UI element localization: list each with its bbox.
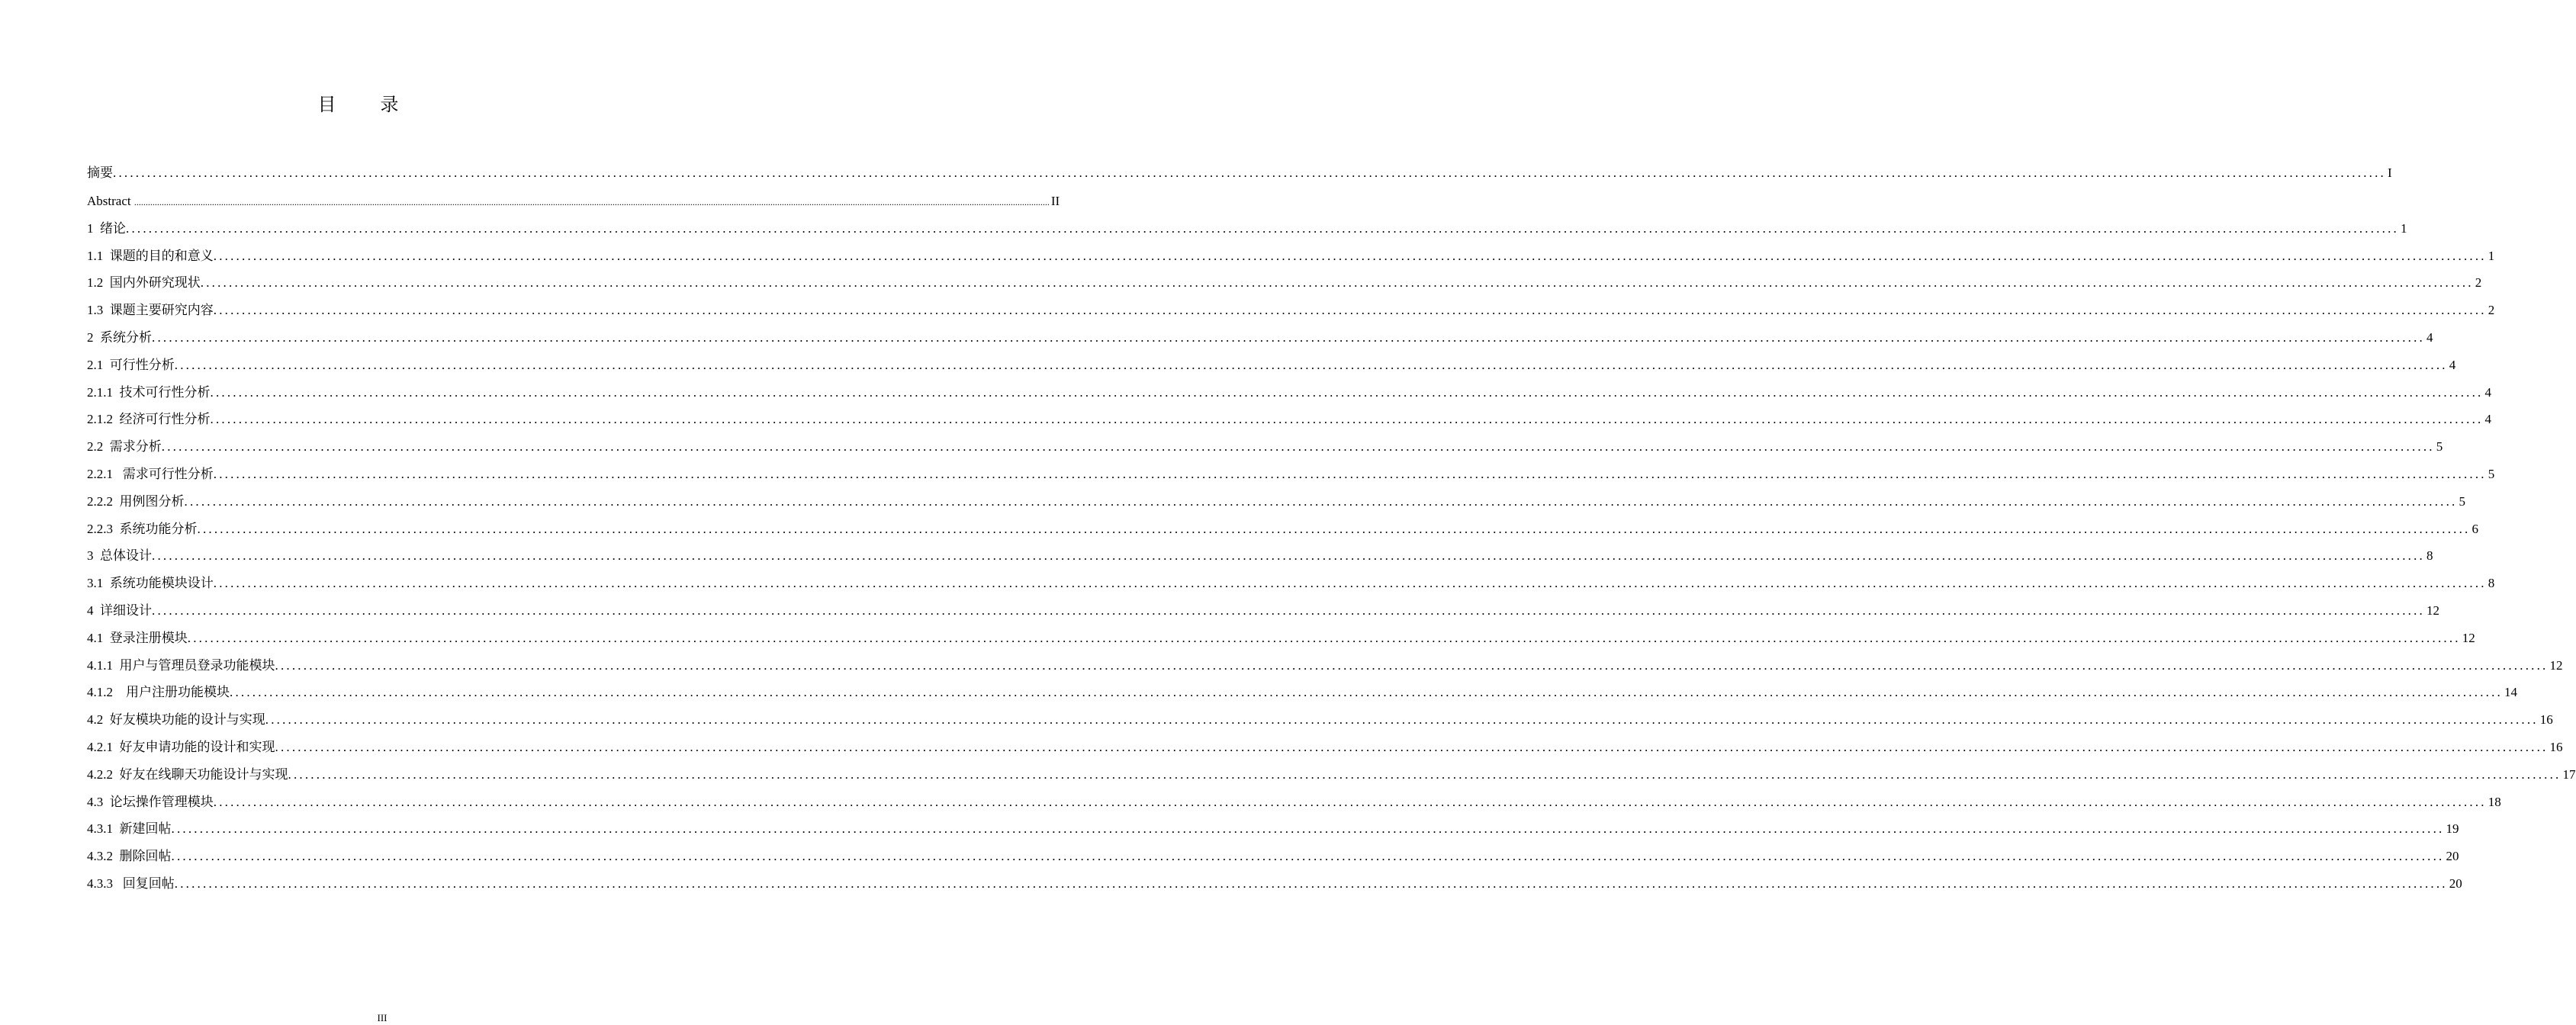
dot-leader: ................................................................................................................................................................................................................................................................................................................................................................................................................ <box>213 466 2487 481</box>
toc-entry[interactable] <box>87 324 2433 352</box>
toc-entry-label: 4.2.2 好友在线聊天功能设计与实现 <box>87 766 288 782</box>
toc-entry[interactable] <box>87 679 2517 706</box>
dot-leader: ................................................................................................................................................................................................................................................................................................................................................................................................................ <box>133 197 1050 207</box>
dot-leader: ................................................................................................................................................................................................................................................................................................................................................................................................................ <box>152 329 2425 345</box>
toc-entry-label: 4.3.1 新建回帖 <box>87 821 172 837</box>
page-number: III <box>377 1012 388 1023</box>
toc-entry[interactable] <box>87 734 2563 761</box>
dot-leader: ................................................................................................................................................................................................................................................................................................................................................................................................................ <box>152 548 2425 564</box>
toc-entry-label: 4.1.1 用户与管理员登录功能模块 <box>87 657 275 673</box>
toc-entry[interactable] <box>87 433 2443 461</box>
toc-entry-page: 5 <box>2488 466 2495 481</box>
toc-entry[interactable] <box>87 461 2495 488</box>
toc-entry-page: 12 <box>2462 630 2475 645</box>
dot-leader: ................................................................................................................................................................................................................................................................................................................................................................................................................ <box>213 576 2487 591</box>
dot-leader: ................................................................................................................................................................................................................................................................................................................................................................................................................ <box>210 384 2484 400</box>
toc-entry-page: 4 <box>2449 357 2456 372</box>
toc-entry-label: 4.2 好友模块功能的设计与实现 <box>87 712 265 728</box>
toc-entry[interactable] <box>87 843 2459 870</box>
toc-entry-page: I <box>2388 165 2392 180</box>
toc-entry-label: 2.1.2 经济可行性分析 <box>87 412 211 427</box>
toc-entry-page: 4 <box>2426 329 2433 345</box>
toc-entry-label: 4.3.3 回复回帖 <box>87 876 175 891</box>
toc-entry-page: 4 <box>2484 412 2491 427</box>
dot-leader: ................................................................................................................................................................................................................................................................................................................................................................................................................ <box>161 439 2435 455</box>
dot-leader: ................................................................................................................................................................................................................................................................................................................................................................................................................ <box>187 630 2461 645</box>
toc-entry[interactable] <box>87 215 2407 243</box>
toc-entry-label: 3 总体设计 <box>87 548 152 564</box>
toc-entry-page: 4 <box>2484 384 2491 400</box>
dot-leader: ................................................................................................................................................................................................................................................................................................................................................................................................................ <box>265 712 2539 728</box>
dot-leader: ................................................................................................................................................................................................................................................................................................................................................................................................................ <box>174 876 2448 891</box>
toc-entry[interactable] <box>87 352 2456 379</box>
toc-entry-label: 4.3.2 删除回帖 <box>87 849 172 864</box>
toc-entry-label: 4.3 论坛操作管理模块 <box>87 794 214 809</box>
toc-entry[interactable] <box>87 706 2553 734</box>
dot-leader: ................................................................................................................................................................................................................................................................................................................................................................................................................ <box>171 849 2445 864</box>
dot-leader: ................................................................................................................................................................................................................................................................................................................................................................................................................ <box>210 412 2484 427</box>
toc-entry-page: 17 <box>2562 766 2576 782</box>
dot-leader: ................................................................................................................................................................................................................................................................................................................................................................................................................ <box>213 248 2487 263</box>
toc-entry[interactable] <box>87 597 2439 625</box>
toc-entry-page: 1 <box>2488 248 2495 263</box>
dot-leader: ................................................................................................................................................................................................................................................................................................................................................................................................................ <box>184 493 2458 509</box>
toc-entry-label: 2.1.1 技术可行性分析 <box>87 384 211 400</box>
dot-leader: ................................................................................................................................................................................................................................................................................................................................................................................................................ <box>288 766 2562 782</box>
toc-entry-page: 6 <box>2471 521 2478 536</box>
toc-entry[interactable] <box>87 488 2465 516</box>
dot-leader: ................................................................................................................................................................................................................................................................................................................................................................................................................ <box>200 275 2474 291</box>
toc-entry-label: 2 系统分析 <box>87 329 152 345</box>
toc-entry-page: 12 <box>2549 657 2563 673</box>
toc-entry-page: 16 <box>2549 739 2563 754</box>
toc-entry[interactable] <box>87 870 2462 898</box>
toc-entry[interactable] <box>87 625 2475 652</box>
toc-entry-label: 2.1 可行性分析 <box>87 357 175 372</box>
toc-entry[interactable] <box>87 406 2491 433</box>
toc-entry[interactable] <box>87 159 2392 188</box>
table-of-contents <box>87 159 2576 898</box>
toc-entry[interactable] <box>87 243 2495 270</box>
toc-entry-page: II <box>1050 194 1060 208</box>
toc-entry-page: 5 <box>2459 493 2465 509</box>
dot-leader: ................................................................................................................................................................................................................................................................................................................................................................................................................ <box>197 521 2471 536</box>
dot-leader: ................................................................................................................................................................................................................................................................................................................................................................................................................ <box>230 685 2503 700</box>
toc-entry[interactable] <box>87 652 2563 680</box>
toc-entry-label: 2.2.2 用例图分析 <box>87 493 185 509</box>
toc-entry[interactable] <box>87 542 2433 570</box>
dot-leader: ................................................................................................................................................................................................................................................................................................................................................................................................................ <box>152 602 2425 618</box>
toc-entry[interactable] <box>87 789 2501 816</box>
dot-leader: ................................................................................................................................................................................................................................................................................................................................................................................................................ <box>275 739 2549 754</box>
toc-entry[interactable] <box>87 516 2478 543</box>
dot-leader: ................................................................................................................................................................................................................................................................................................................................................................................................................ <box>126 220 2399 236</box>
toc-entry-label: 1.3 课题主要研究内容 <box>87 303 214 318</box>
toc-entry-label: 1 绪论 <box>87 220 126 236</box>
toc-entry-label: 2.2.1 需求可行性分析 <box>87 466 214 481</box>
dot-leader: ................................................................................................................................................................................................................................................................................................................................................................................................................ <box>174 357 2448 372</box>
toc-entry-label: 1.2 国内外研究现状 <box>87 275 201 291</box>
dot-leader: ................................................................................................................................................................................................................................................................................................................................................................................................................ <box>275 657 2549 673</box>
toc-entry-page: 2 <box>2488 303 2495 318</box>
toc-entry[interactable] <box>87 815 2459 843</box>
toc-entry-label: 2.2.3 系统功能分析 <box>87 521 198 536</box>
toc-entry-page: 18 <box>2488 794 2501 809</box>
toc-entry-page: 14 <box>2504 685 2517 700</box>
toc-entry-label: 1.1 课题的目的和意义 <box>87 248 214 263</box>
toc-entry-label: 4.1.2 用户注册功能模块 <box>87 685 230 700</box>
toc-entry[interactable] <box>87 761 2576 789</box>
toc-entry-page: 2 <box>2475 275 2482 291</box>
toc-title: 目 录 <box>317 95 419 115</box>
toc-entry-page: 20 <box>2449 876 2462 891</box>
toc-entry[interactable] <box>87 570 2495 597</box>
toc-entry-label: Abstract <box>87 194 134 208</box>
toc-entry[interactable] <box>87 297 2495 324</box>
toc-entry-page: 20 <box>2446 849 2459 864</box>
toc-entry[interactable] <box>87 188 1060 215</box>
toc-entry-label: 4.1 登录注册模块 <box>87 630 188 645</box>
toc-entry[interactable] <box>87 269 2482 297</box>
toc-entry-label: 4 详细设计 <box>87 602 152 618</box>
toc-entry-label: 3.1 系统功能模块设计 <box>87 576 214 591</box>
toc-entry-page: 8 <box>2426 548 2433 564</box>
dot-leader: ................................................................................................................................................................................................................................................................................................................................................................................................................ <box>113 165 2386 180</box>
toc-entry-page: 1 <box>2401 220 2407 236</box>
toc-entry-page: 8 <box>2488 576 2495 591</box>
dot-leader: ................................................................................................................................................................................................................................................................................................................................................................................................................ <box>213 303 2487 318</box>
dot-leader: ................................................................................................................................................................................................................................................................................................................................................................................................................ <box>213 794 2487 809</box>
toc-entry-page: 12 <box>2426 602 2439 618</box>
toc-entry-label: 4.2.1 好友申请功能的设计和实现 <box>87 739 275 754</box>
toc-entry[interactable] <box>87 379 2491 406</box>
toc-entry-page: 16 <box>2539 712 2553 728</box>
toc-entry-label: 摘要 <box>87 165 113 180</box>
toc-entry-label: 2.2 需求分析 <box>87 439 162 455</box>
dot-leader: ................................................................................................................................................................................................................................................................................................................................................................................................................ <box>171 821 2445 837</box>
toc-entry-page: 5 <box>2436 439 2443 455</box>
toc-entry-page: 19 <box>2446 821 2459 837</box>
